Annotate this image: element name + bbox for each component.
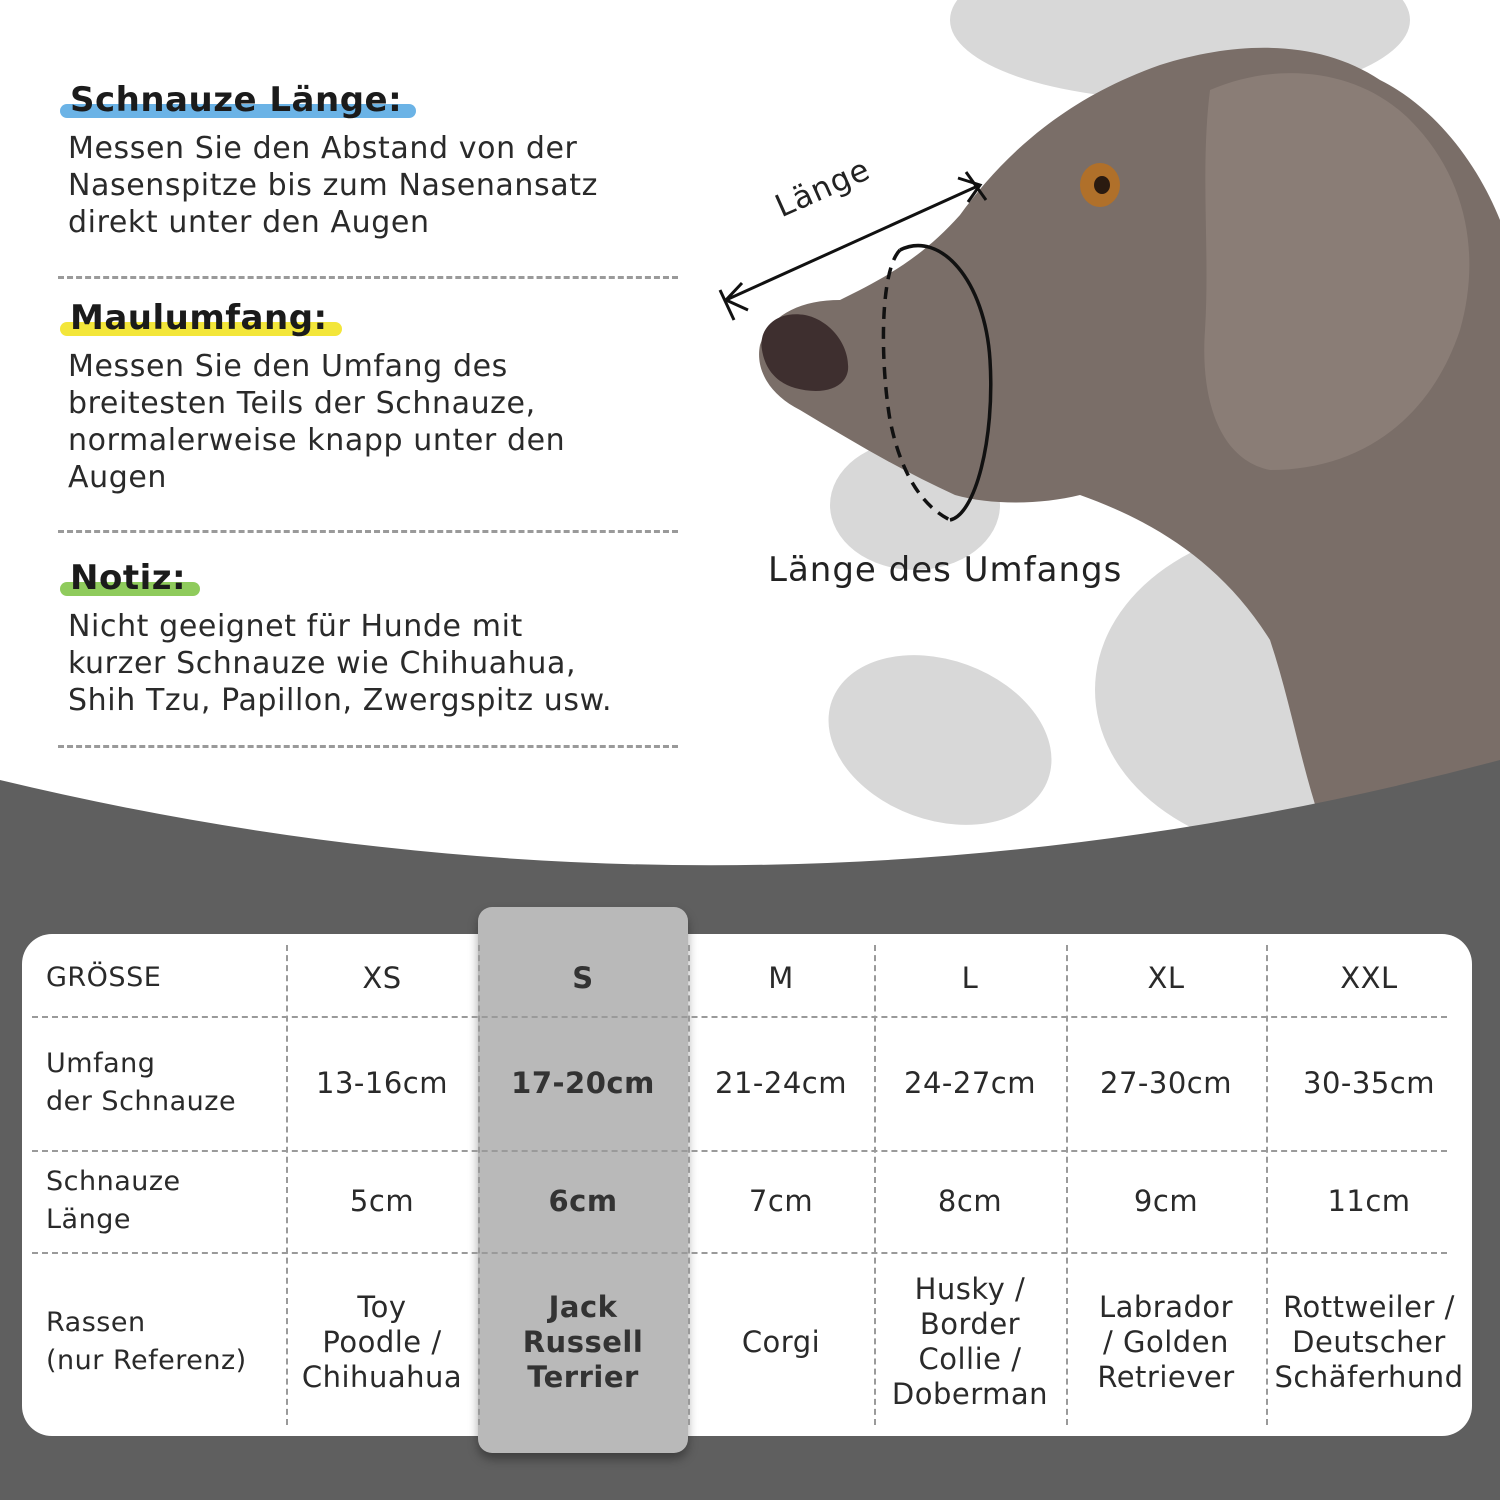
section-heading: Notiz: xyxy=(68,558,188,598)
table-column-divider xyxy=(286,945,288,1425)
table-row-label: Umfang der Schnauze xyxy=(46,1048,237,1117)
table-cell: 21-24cm xyxy=(715,1065,847,1100)
length-label: Länge xyxy=(770,151,876,225)
section-text: Messen Sie den Abstand von der Nasenspitze bis zum Nasenansatz direkt unter den Augen xyxy=(68,131,598,240)
table-cell: Corgi xyxy=(741,1324,821,1359)
size-header-m: M xyxy=(768,960,794,995)
section-text: Messen Sie den Umfang des breitesten Teils der Schnauze, normalerweise knapp unter den Augen xyxy=(68,349,566,495)
section-divider xyxy=(58,745,678,748)
size-header-xl: XL xyxy=(1147,960,1185,995)
table-header-label: GRÖSSE xyxy=(46,962,162,993)
table-cell: Husky / Border Collie / Doberman xyxy=(891,1272,1049,1411)
section-divider xyxy=(58,276,678,279)
table-cell: Rottweiler / Deutscher Schäferhund xyxy=(1274,1289,1464,1394)
table-row-divider xyxy=(32,1252,1447,1254)
table-cell: Jack Russell Terrier xyxy=(522,1289,644,1394)
table-column-divider xyxy=(1266,945,1268,1425)
section-text: Nicht geeignet für Hunde mit kurzer Schnauze wie Chihuahua, Shih Tzu, Papillon, Zwergspitz usw. xyxy=(68,609,613,718)
size-header-l: L xyxy=(961,960,979,995)
table-cell: 11cm xyxy=(1327,1183,1411,1218)
size-header-s: S xyxy=(572,960,594,995)
table-cell: 27-30cm xyxy=(1100,1065,1232,1100)
table-cell: 8cm xyxy=(937,1183,1003,1218)
size-header-xs: XS xyxy=(362,960,402,995)
table-cell: 17-20cm xyxy=(511,1065,655,1100)
section-note xyxy=(68,558,688,719)
size-header-xxl: XXL xyxy=(1340,960,1398,995)
table-column-divider xyxy=(1066,945,1068,1425)
table-row-label: Rassen (nur Referenz) xyxy=(46,1307,247,1376)
table-cell: 24-27cm xyxy=(904,1065,1036,1100)
table-cell: 13-16cm xyxy=(316,1065,448,1100)
table-row-label: Schnauze Länge xyxy=(46,1166,181,1235)
table-cell: 5cm xyxy=(349,1183,415,1218)
table-row-divider xyxy=(32,1016,1447,1018)
table-column-divider xyxy=(874,945,876,1425)
table-cell: 7cm xyxy=(748,1183,814,1218)
table-cell: 6cm xyxy=(548,1183,618,1218)
section-heading: Schnauze Länge: xyxy=(68,80,404,120)
table-cell: Toy Poodle / Chihuahua xyxy=(301,1289,463,1394)
table-row-divider xyxy=(32,1150,1447,1152)
table-column-divider xyxy=(478,945,480,1425)
circumference-label: Länge des Umfangs xyxy=(768,550,1123,590)
section-heading: Maulumfang: xyxy=(68,298,330,338)
section-mouth-circumference xyxy=(68,298,688,496)
table-cell: 9cm xyxy=(1133,1183,1199,1218)
table-cell: Labrador / Golden Retriever xyxy=(1097,1289,1235,1394)
table-cell: 30-35cm xyxy=(1303,1065,1435,1100)
section-divider xyxy=(58,530,678,533)
section-snout-length xyxy=(68,80,688,241)
table-column-divider xyxy=(688,945,690,1425)
